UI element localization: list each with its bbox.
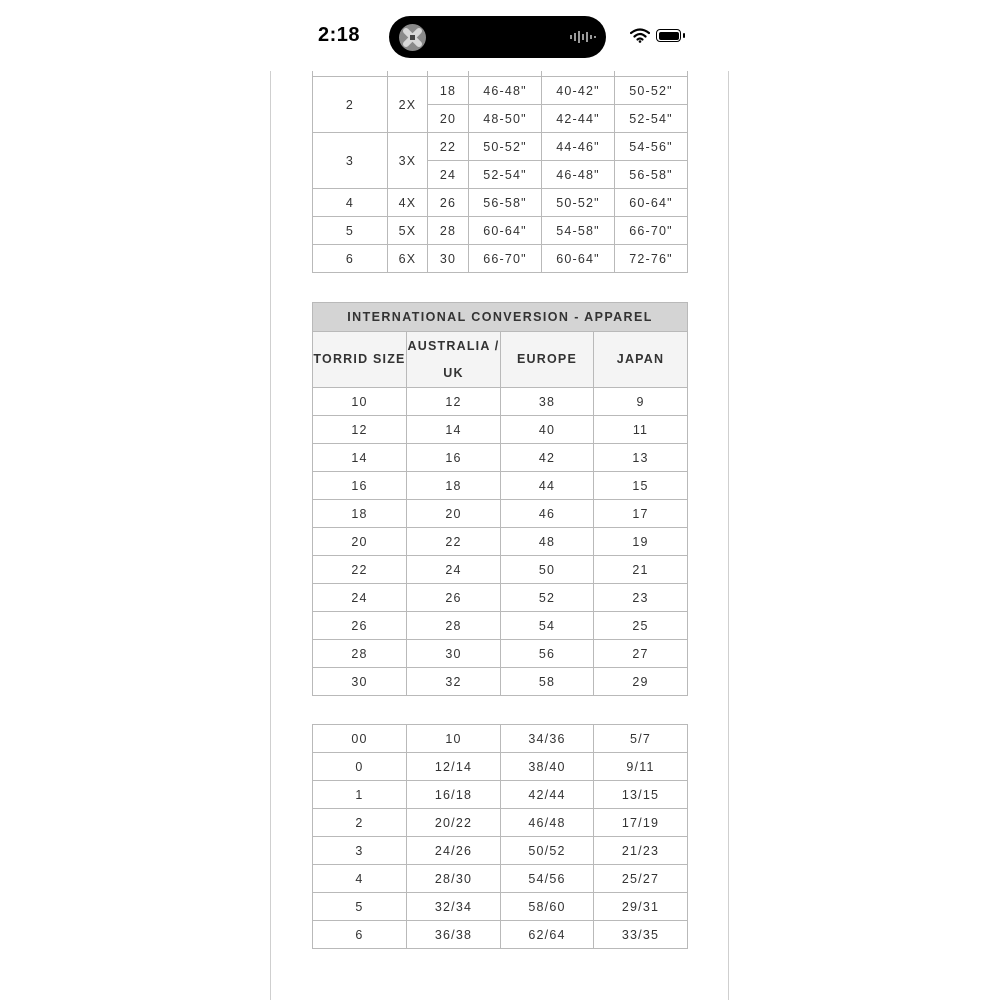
- battery-icon: [656, 29, 681, 42]
- table-cell: 10: [313, 388, 407, 416]
- table-cell: 4: [313, 865, 407, 893]
- table-cell: 38/40: [501, 753, 594, 781]
- column-header: AUSTRALIA / UK: [407, 332, 501, 388]
- table-cell: 14: [407, 416, 501, 444]
- table-cell: 30: [313, 668, 407, 696]
- table-row: [313, 556, 688, 584]
- us-size-cell: 24: [428, 161, 469, 189]
- table-cell: 34/36: [501, 725, 594, 753]
- alpha-size-cell: 6X: [388, 245, 428, 273]
- bust-cell: 50-52": [469, 133, 542, 161]
- table-row: [313, 416, 688, 444]
- table-cell: 0: [313, 753, 407, 781]
- table-row: [313, 217, 688, 245]
- table-cell: 54: [501, 612, 594, 640]
- hip-cell: 56-58": [615, 161, 688, 189]
- table-cell: 42/44: [501, 781, 594, 809]
- table-cell: 38: [501, 388, 594, 416]
- waist-cell: 50-52": [542, 189, 615, 217]
- table-cell: 27: [594, 640, 688, 668]
- table-row: [313, 837, 688, 865]
- table-cell: 24: [313, 584, 407, 612]
- table-cell: 17: [594, 500, 688, 528]
- us-size-cell: 30: [428, 245, 469, 273]
- table-cell: 50/52: [501, 837, 594, 865]
- waist-cell: 54-58": [542, 217, 615, 245]
- alpha-size-cell: 2X: [388, 77, 428, 133]
- hip-cell: 66-70": [615, 217, 688, 245]
- table-cell: 40: [501, 416, 594, 444]
- table-cell: 32: [407, 668, 501, 696]
- alpha-size-cell: 5X: [388, 217, 428, 245]
- table-cell: 36/38: [407, 921, 501, 949]
- table-cell: 20: [407, 500, 501, 528]
- table-cell: 46: [501, 500, 594, 528]
- table-cell: 25: [594, 612, 688, 640]
- table-cell: 19: [594, 528, 688, 556]
- hip-cell: 52-54": [615, 105, 688, 133]
- table-cell: 00: [313, 725, 407, 753]
- size-chart-table: [312, 71, 688, 273]
- table-row: [313, 584, 688, 612]
- table-cell: 5/7: [594, 725, 688, 753]
- table-cell: 29/31: [594, 893, 688, 921]
- table-row: [313, 472, 688, 500]
- table-cell: 17/19: [594, 809, 688, 837]
- table-cell: 48: [501, 528, 594, 556]
- hip-cell: 50-52": [615, 77, 688, 105]
- waist-cell: 44-46": [542, 133, 615, 161]
- table-cell: 6: [313, 921, 407, 949]
- table-row: [313, 528, 688, 556]
- table-row: [313, 612, 688, 640]
- bust-cell: 56-58": [469, 189, 542, 217]
- hip-cell: 60-64": [615, 189, 688, 217]
- table-cell: 23: [594, 584, 688, 612]
- table-cell: 28: [313, 640, 407, 668]
- table-cell: 18: [407, 472, 501, 500]
- column-header: TORRID SIZE: [313, 332, 407, 388]
- table-title-row: [313, 303, 688, 332]
- table-cell: 9/11: [594, 753, 688, 781]
- torrid-size-cell: 5: [313, 217, 388, 245]
- torrid-size-cell: 6: [313, 245, 388, 273]
- us-size-cell: 28: [428, 217, 469, 245]
- table-cell: 11: [594, 416, 688, 444]
- bust-cell: 52-54": [469, 161, 542, 189]
- table-cell: 10: [407, 725, 501, 753]
- table-cell: 25/27: [594, 865, 688, 893]
- table-cell: 14: [313, 444, 407, 472]
- app-cross-icon: [399, 24, 426, 51]
- wifi-icon: [630, 28, 650, 43]
- table-cell: 28: [407, 612, 501, 640]
- table-cell: 22: [313, 556, 407, 584]
- table-cell: 33/35: [594, 921, 688, 949]
- table-cell: 58/60: [501, 893, 594, 921]
- table-cell: 46/48: [501, 809, 594, 837]
- table-cell: 18: [313, 500, 407, 528]
- table-cell: 12: [407, 388, 501, 416]
- table-cell: 15: [594, 472, 688, 500]
- table-cell: 16/18: [407, 781, 501, 809]
- table-cell: 12/14: [407, 753, 501, 781]
- alpha-conversion-table: [312, 724, 688, 949]
- table-row: [313, 640, 688, 668]
- table-cell: 9: [594, 388, 688, 416]
- table-row: [313, 77, 688, 105]
- table-cell: 58: [501, 668, 594, 696]
- bust-cell: 60-64": [469, 217, 542, 245]
- waist-cell: 46-48": [542, 161, 615, 189]
- torrid-size-cell: 3: [313, 133, 388, 189]
- torrid-size-cell: 4: [313, 189, 388, 217]
- table-cell: 16: [407, 444, 501, 472]
- table-cell: 54/56: [501, 865, 594, 893]
- table-cell: 12: [313, 416, 407, 444]
- table-row: [313, 245, 688, 273]
- torrid-size-cell: 2: [313, 77, 388, 133]
- alpha-size-cell: 4X: [388, 189, 428, 217]
- battery-cap: [683, 33, 685, 38]
- table-cell: 24: [407, 556, 501, 584]
- column-header: EUROPE: [501, 332, 594, 388]
- table-cell: 2: [313, 809, 407, 837]
- hip-cell: 72-76": [615, 245, 688, 273]
- table-cell: 26: [407, 584, 501, 612]
- us-size-cell: 20: [428, 105, 469, 133]
- table-cell: 30: [407, 640, 501, 668]
- dynamic-island[interactable]: [389, 16, 606, 58]
- table-row: [313, 725, 688, 753]
- alpha-size-cell: 3X: [388, 133, 428, 189]
- table-cell: 13/15: [594, 781, 688, 809]
- table-cell: 56: [501, 640, 594, 668]
- hip-cell: 54-56": [615, 133, 688, 161]
- table-title: INTERNATIONAL CONVERSION - APPAREL: [313, 303, 688, 332]
- table-row: [313, 753, 688, 781]
- table-cell: 13: [594, 444, 688, 472]
- table-cell: 62/64: [501, 921, 594, 949]
- audio-wave-icon: [570, 30, 596, 44]
- waist-cell: 40-42": [542, 77, 615, 105]
- table-header-row: [313, 332, 688, 388]
- table-row: [313, 668, 688, 696]
- table-cell: 52: [501, 584, 594, 612]
- table-cell: 20/22: [407, 809, 501, 837]
- status-bar: [0, 0, 1000, 72]
- table-cell: 16: [313, 472, 407, 500]
- table-row: [313, 444, 688, 472]
- table-cell: 24/26: [407, 837, 501, 865]
- table-row: [313, 865, 688, 893]
- table-cell: 3: [313, 837, 407, 865]
- table-cell: 1: [313, 781, 407, 809]
- table-cell: 22: [407, 528, 501, 556]
- bust-cell: 66-70": [469, 245, 542, 273]
- waist-cell: 60-64": [542, 245, 615, 273]
- table-cell: 42: [501, 444, 594, 472]
- column-header: JAPAN: [594, 332, 688, 388]
- table-cell: 21/23: [594, 837, 688, 865]
- table-cell: 29: [594, 668, 688, 696]
- table-body: [313, 725, 688, 949]
- table-cell: 32/34: [407, 893, 501, 921]
- us-size-cell: 22: [428, 133, 469, 161]
- bust-cell: 46-48": [469, 77, 542, 105]
- table-cell: 21: [594, 556, 688, 584]
- table-row: [313, 189, 688, 217]
- table-cell: 50: [501, 556, 594, 584]
- us-size-cell: 26: [428, 189, 469, 217]
- table-cell: 20: [313, 528, 407, 556]
- table-row: [313, 809, 688, 837]
- international-conversion-table: [312, 302, 688, 696]
- table-body: [313, 388, 688, 696]
- table-cell: 28/30: [407, 865, 501, 893]
- status-time: 2:18: [318, 24, 361, 46]
- us-size-cell: 18: [428, 77, 469, 105]
- bust-cell: 48-50": [469, 105, 542, 133]
- waist-cell: 42-44": [542, 105, 615, 133]
- table-row: [313, 388, 688, 416]
- table-cell: 44: [501, 472, 594, 500]
- table-row: [313, 893, 688, 921]
- table-cell: 5: [313, 893, 407, 921]
- table-row: [313, 921, 688, 949]
- table-row: [313, 500, 688, 528]
- table-row: [313, 133, 688, 161]
- table-row: [313, 781, 688, 809]
- table-cell: 26: [313, 612, 407, 640]
